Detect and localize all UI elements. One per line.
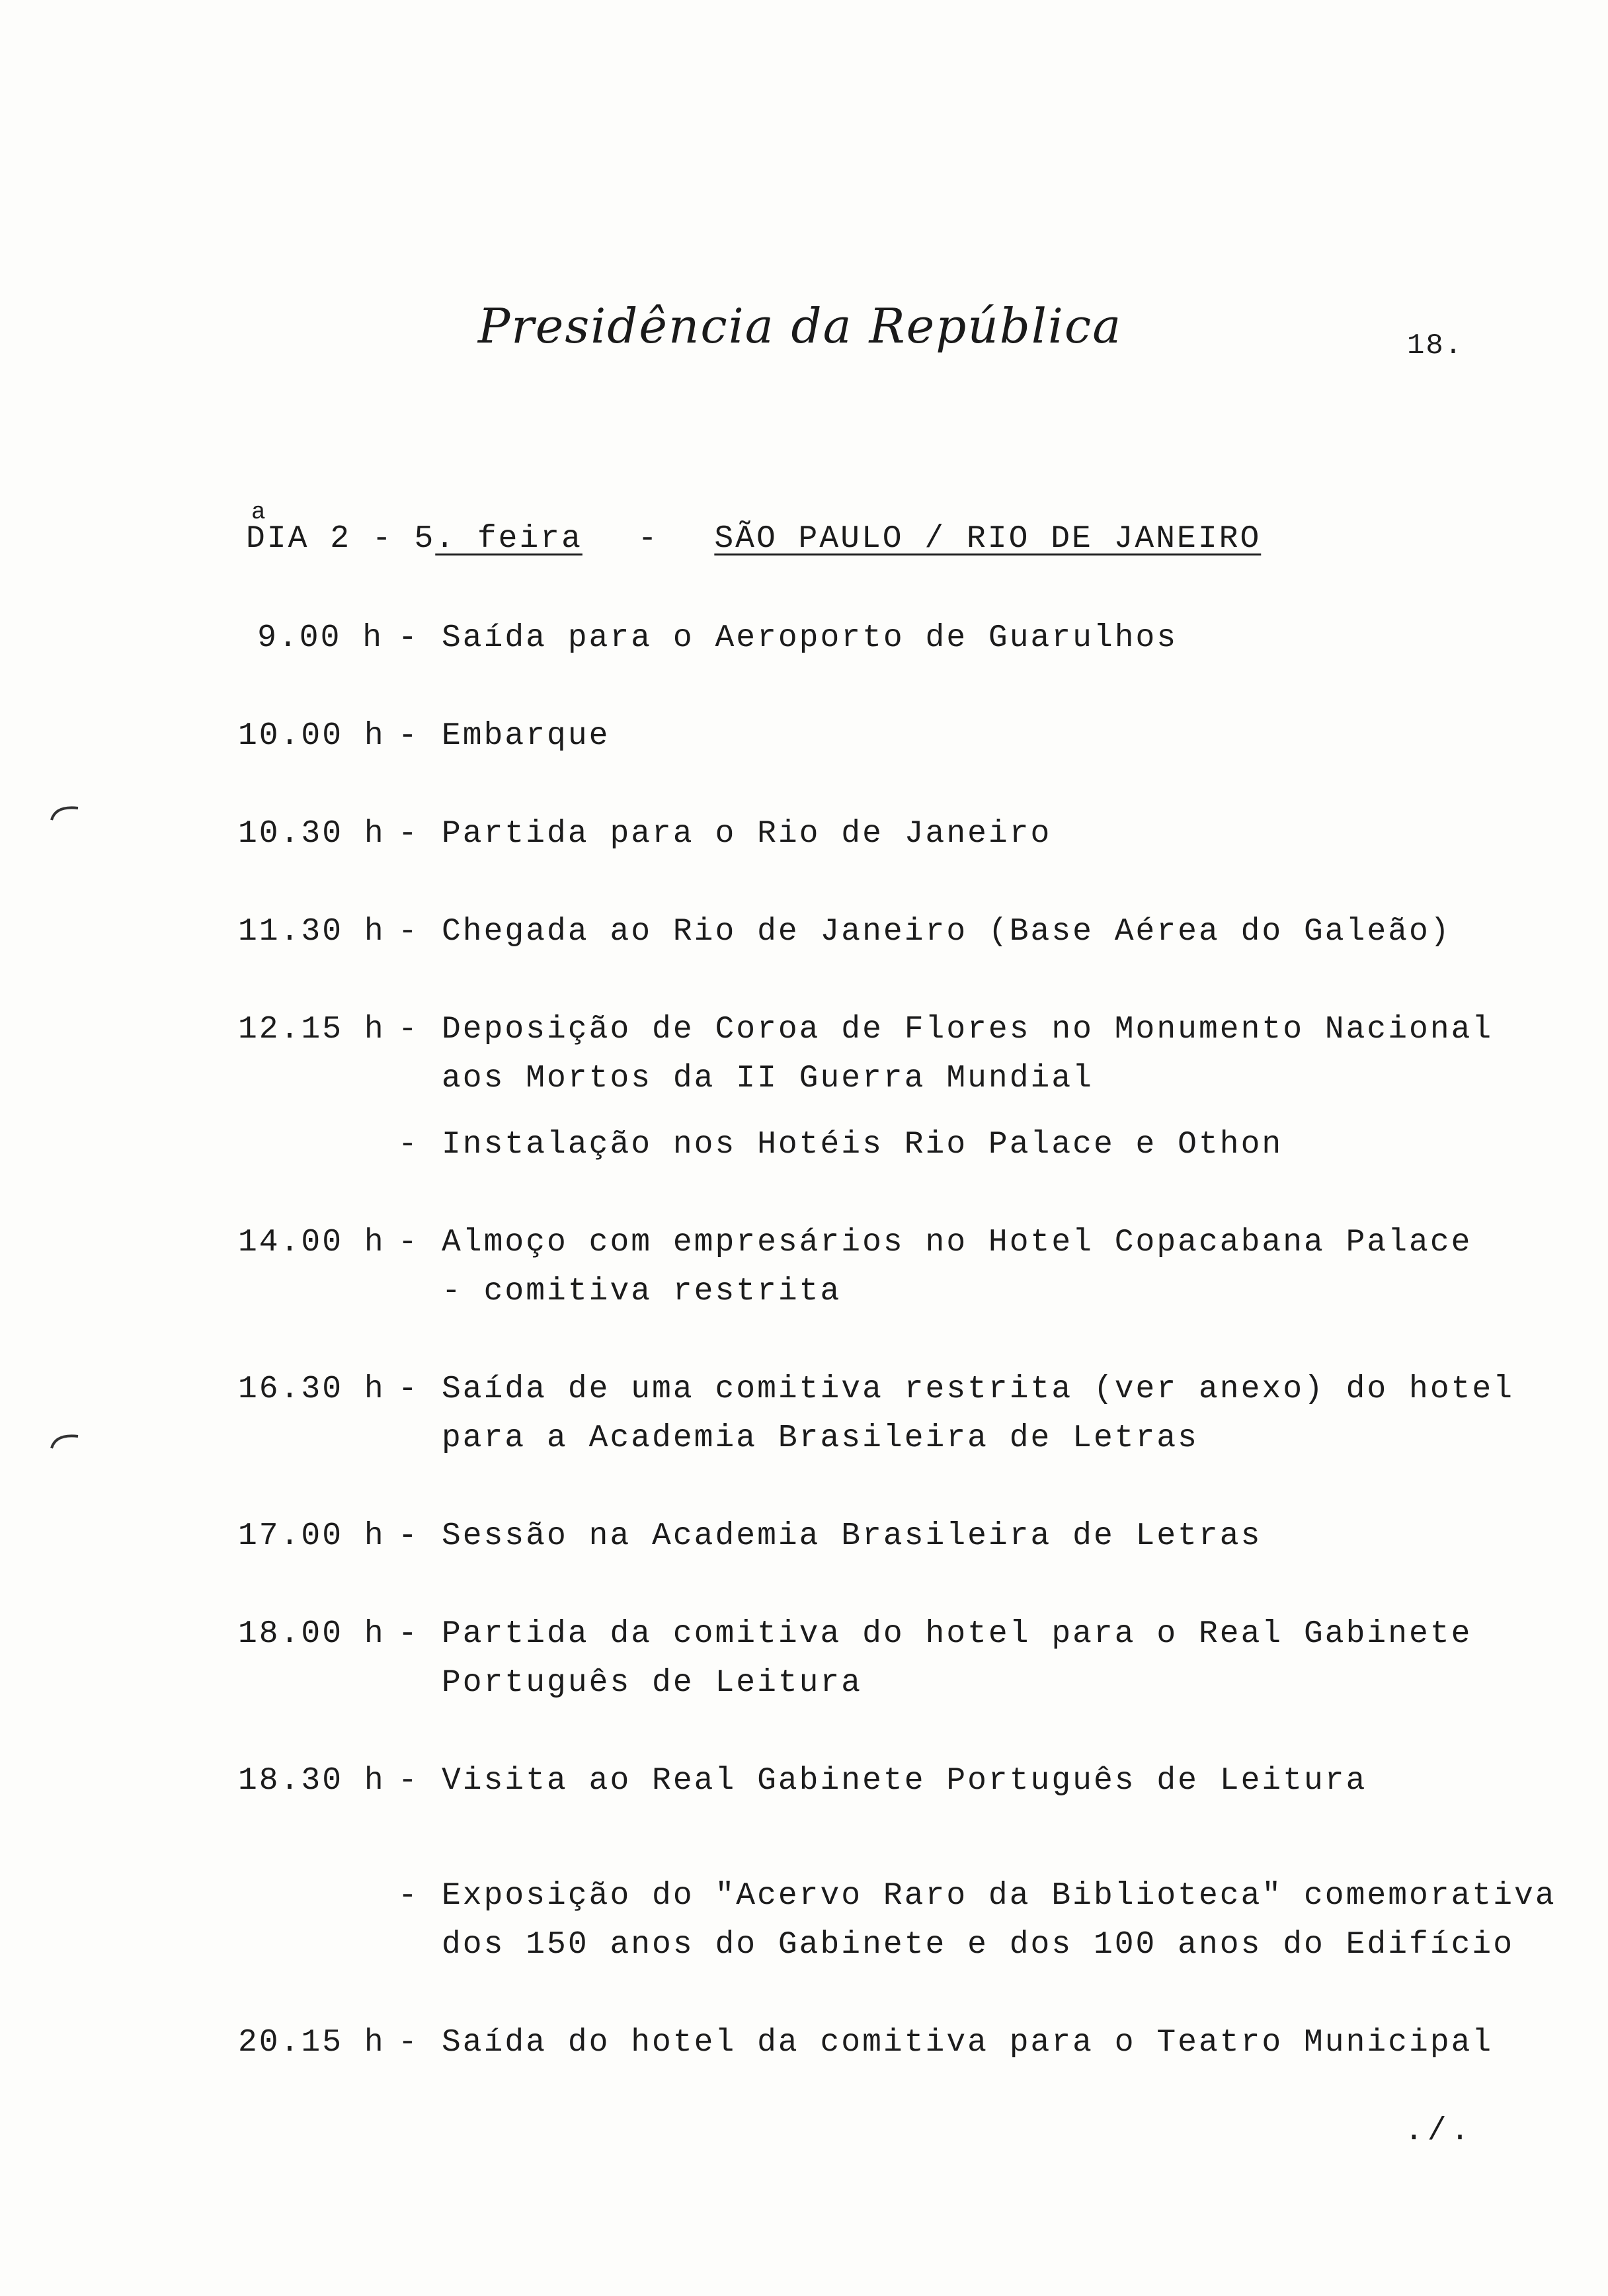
schedule-dash: - bbox=[398, 718, 419, 754]
schedule-description: Visita ao Real Gabinete Português de Leitura bbox=[442, 1763, 1367, 1799]
schedule-dash: - bbox=[398, 1225, 419, 1260]
schedule-description-continued: - comitiva restrita bbox=[442, 1274, 842, 1309]
schedule-dash: - bbox=[398, 2025, 419, 2061]
schedule-dash: - bbox=[398, 1127, 419, 1163]
schedule-dash: - bbox=[398, 620, 419, 656]
schedule-dash: - bbox=[398, 1372, 419, 1407]
letterhead-script-text: Presidência da República bbox=[477, 298, 1123, 354]
schedule-dash: - bbox=[398, 1763, 419, 1799]
schedule-time: 10.00 h bbox=[238, 718, 385, 754]
heading-route: SÃO PAULO / RIO DE JANEIRO bbox=[714, 521, 1262, 557]
schedule-description-continued: para a Academia Brasileira de Letras bbox=[442, 1420, 1199, 1456]
scan-mark bbox=[46, 1422, 99, 1461]
page-number: 18. bbox=[1407, 329, 1464, 362]
letterhead-script bbox=[0, 278, 1608, 384]
schedule-description: Chegada ao Rio de Janeiro (Base Aérea do Galeão) bbox=[442, 914, 1451, 950]
schedule-dash: - bbox=[398, 1878, 419, 1914]
letterhead-script-drawing bbox=[0, 278, 1608, 384]
schedule-description: Exposição do "Acervo Raro da Biblioteca" comemorativa bbox=[442, 1878, 1556, 1914]
schedule-dash: - bbox=[398, 816, 419, 852]
schedule-time: 16.30 h bbox=[238, 1372, 385, 1407]
day-heading bbox=[246, 499, 1262, 557]
schedule-description-continued: aos Mortos da II Guerra Mundial bbox=[442, 1061, 1094, 1096]
schedule-description: Deposição de Coroa de Flores no Monumento Nacional bbox=[442, 1012, 1494, 1047]
schedule-dash: - bbox=[398, 1012, 419, 1047]
schedule-time: 9.00 h bbox=[257, 620, 383, 656]
heading-day: DIA 2 - 5 a bbox=[246, 499, 436, 557]
continuation-mark: ./. bbox=[1404, 2113, 1474, 2149]
schedule-description-continued: Português de Leitura bbox=[442, 1665, 863, 1701]
schedule-dash: - bbox=[398, 914, 419, 950]
schedule-time: 12.15 h bbox=[238, 1012, 385, 1047]
schedule-time: 10.30 h bbox=[238, 816, 385, 852]
schedule-description: Almoço com empresários no Hotel Copacabana Palace bbox=[442, 1225, 1472, 1260]
schedule-description: Saída do hotel da comitiva para o Teatro Municipal bbox=[442, 2025, 1494, 2061]
schedule-description-continued: dos 150 anos do Gabinete e dos 100 anos do Edifício bbox=[442, 1927, 1515, 1963]
schedule-time: 14.00 h bbox=[238, 1225, 385, 1260]
schedule-time: 17.00 h bbox=[238, 1518, 385, 1554]
schedule-dash: - bbox=[398, 1518, 419, 1554]
heading-weekday: . feira bbox=[435, 521, 583, 557]
scan-mark bbox=[46, 794, 99, 833]
schedule-description: Partida da comitiva do hotel para o Real Gabinete bbox=[442, 1616, 1472, 1652]
schedule-description: Saída de uma comitiva restrita (ver anexo) do hotel bbox=[442, 1372, 1515, 1407]
schedule-description: Saída para o Aeroporto de Guarulhos bbox=[442, 620, 1178, 656]
heading-ordinal: a bbox=[251, 499, 268, 526]
schedule-time: 11.30 h bbox=[238, 914, 385, 950]
schedule-dash: - bbox=[398, 1616, 419, 1652]
schedule-description: Sessão na Academia Brasileira de Letras bbox=[442, 1518, 1262, 1554]
schedule-description: Embarque bbox=[442, 718, 610, 754]
schedule-description: Instalação nos Hotéis Rio Palace e Othon bbox=[442, 1127, 1283, 1163]
schedule-time: 20.15 h bbox=[238, 2025, 385, 2061]
schedule-time: 18.00 h bbox=[238, 1616, 385, 1652]
schedule-time: 18.30 h bbox=[238, 1763, 385, 1799]
heading-separator: - bbox=[637, 521, 659, 557]
schedule-description: Partida para o Rio de Janeiro bbox=[442, 816, 1052, 852]
